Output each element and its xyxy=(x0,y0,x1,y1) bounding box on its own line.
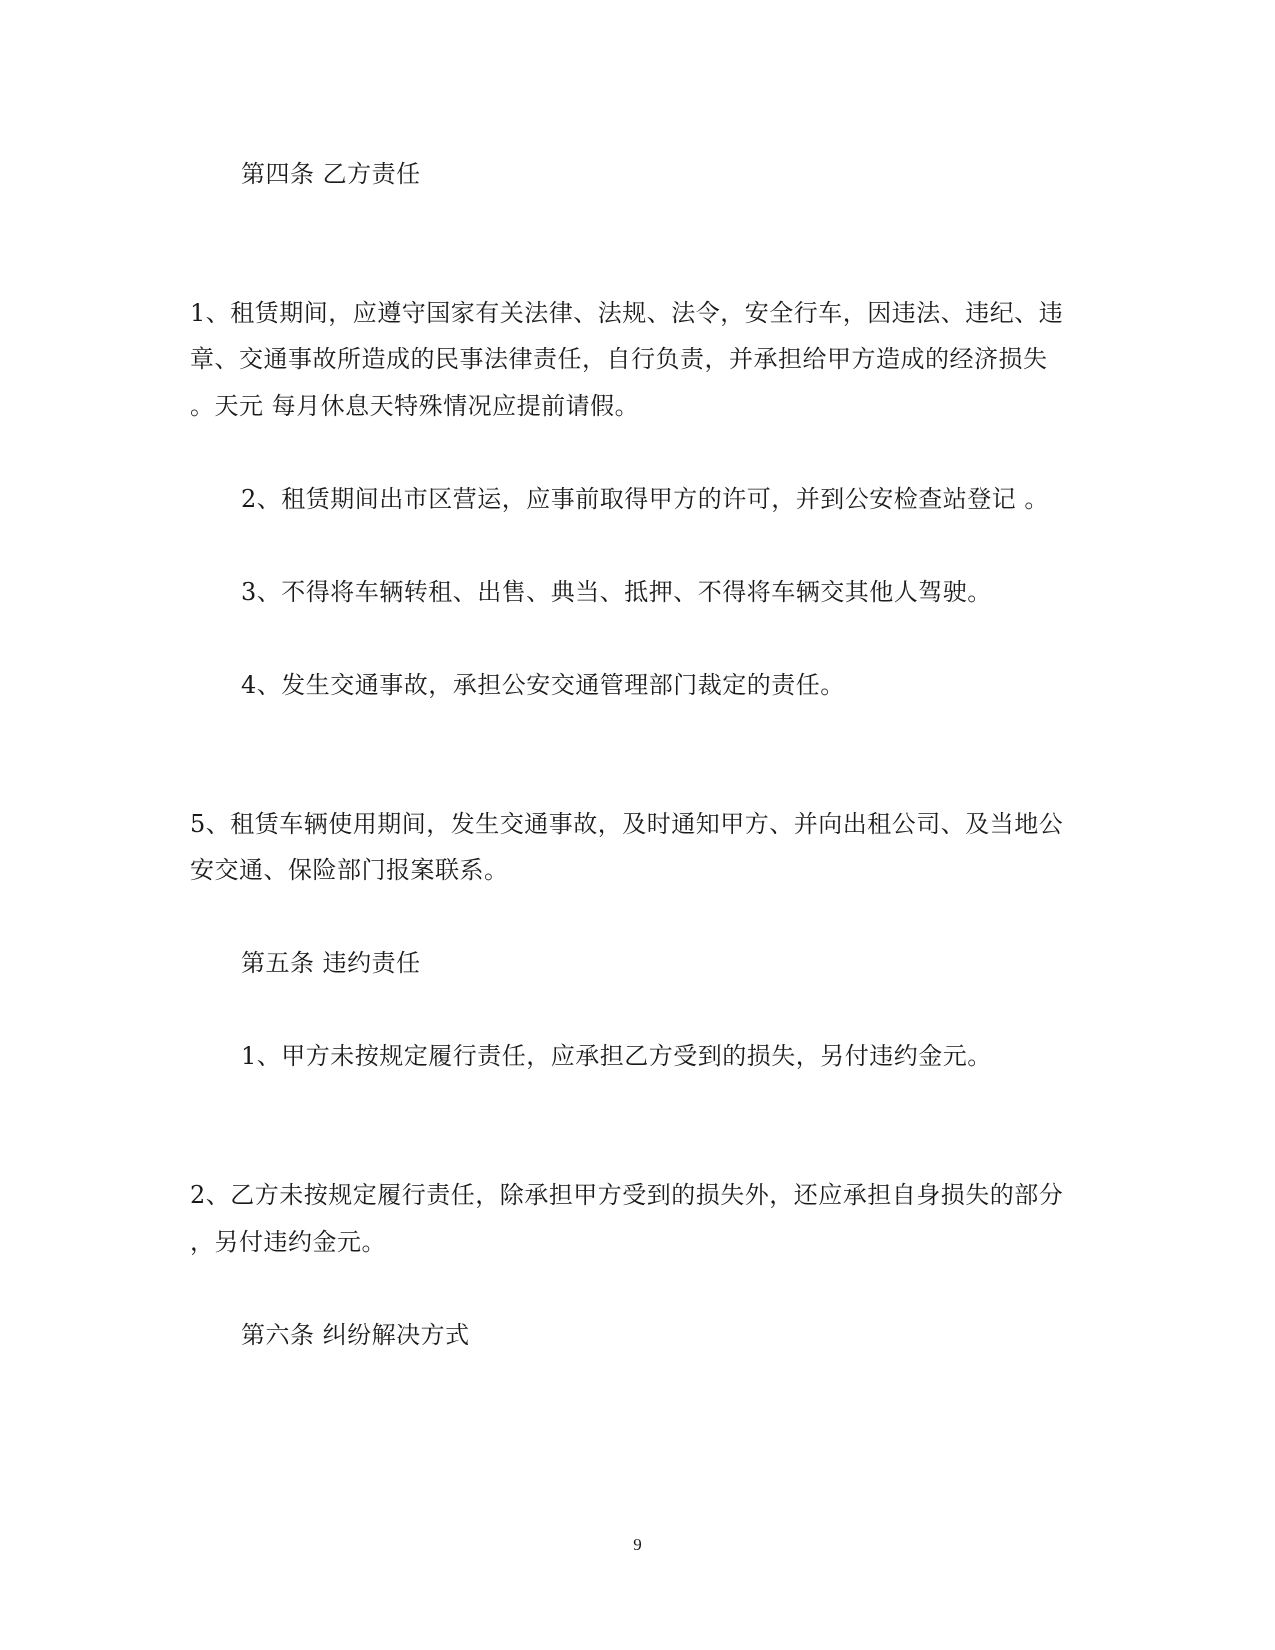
article-4-item-5-line-2: 安交通、保险部门报案联系。 xyxy=(190,856,509,884)
article-4-item-5-line-1: 5、租赁车辆使用期间，发生交通事故，及时通知甲方、并向出租公司、及当地公 xyxy=(190,810,1064,838)
article-4-heading: 第四条 乙方责任 xyxy=(241,160,421,188)
article-4-item-3: 3、不得将车辆转租、出售、典当、抵押、不得将车辆交其他人驾驶。 xyxy=(241,578,992,606)
article-5-item-2-line-1: 2、乙方未按规定履行责任，除承担甲方受到的损失外，还应承担自身损失的部分 xyxy=(190,1181,1064,1209)
article-4-item-2: 2、租赁期间出市区营运，应事前取得甲方的许可，并到公安检查站登记 。 xyxy=(241,485,1049,513)
article-6-heading: 第六条 纠纷解决方式 xyxy=(241,1321,470,1349)
page-number: 9 xyxy=(633,1535,642,1554)
article-4-item-1-line-3: 。天元 每月休息天特殊情况应提前请假。 xyxy=(190,392,640,420)
article-5-heading: 第五条 违约责任 xyxy=(241,949,421,977)
article-4-item-1-line-2: 章、交通事故所造成的民事法律责任，自行负责，并承担给甲方造成的经济损失 xyxy=(190,345,1048,373)
article-4-item-1-line-1: 1、租赁期间，应遵守国家有关法律、法规、法令，安全行车，因违法、违纪、违 xyxy=(190,299,1064,327)
article-5-item-2-line-2: ，另付违约金元。 xyxy=(190,1228,386,1256)
article-4-item-4: 4、发生交通事故，承担公安交通管理部门裁定的责任。 xyxy=(241,671,845,699)
article-5-item-1: 1、甲方未按规定履行责任，应承担乙方受到的损失，另付违约金元。 xyxy=(241,1042,992,1070)
